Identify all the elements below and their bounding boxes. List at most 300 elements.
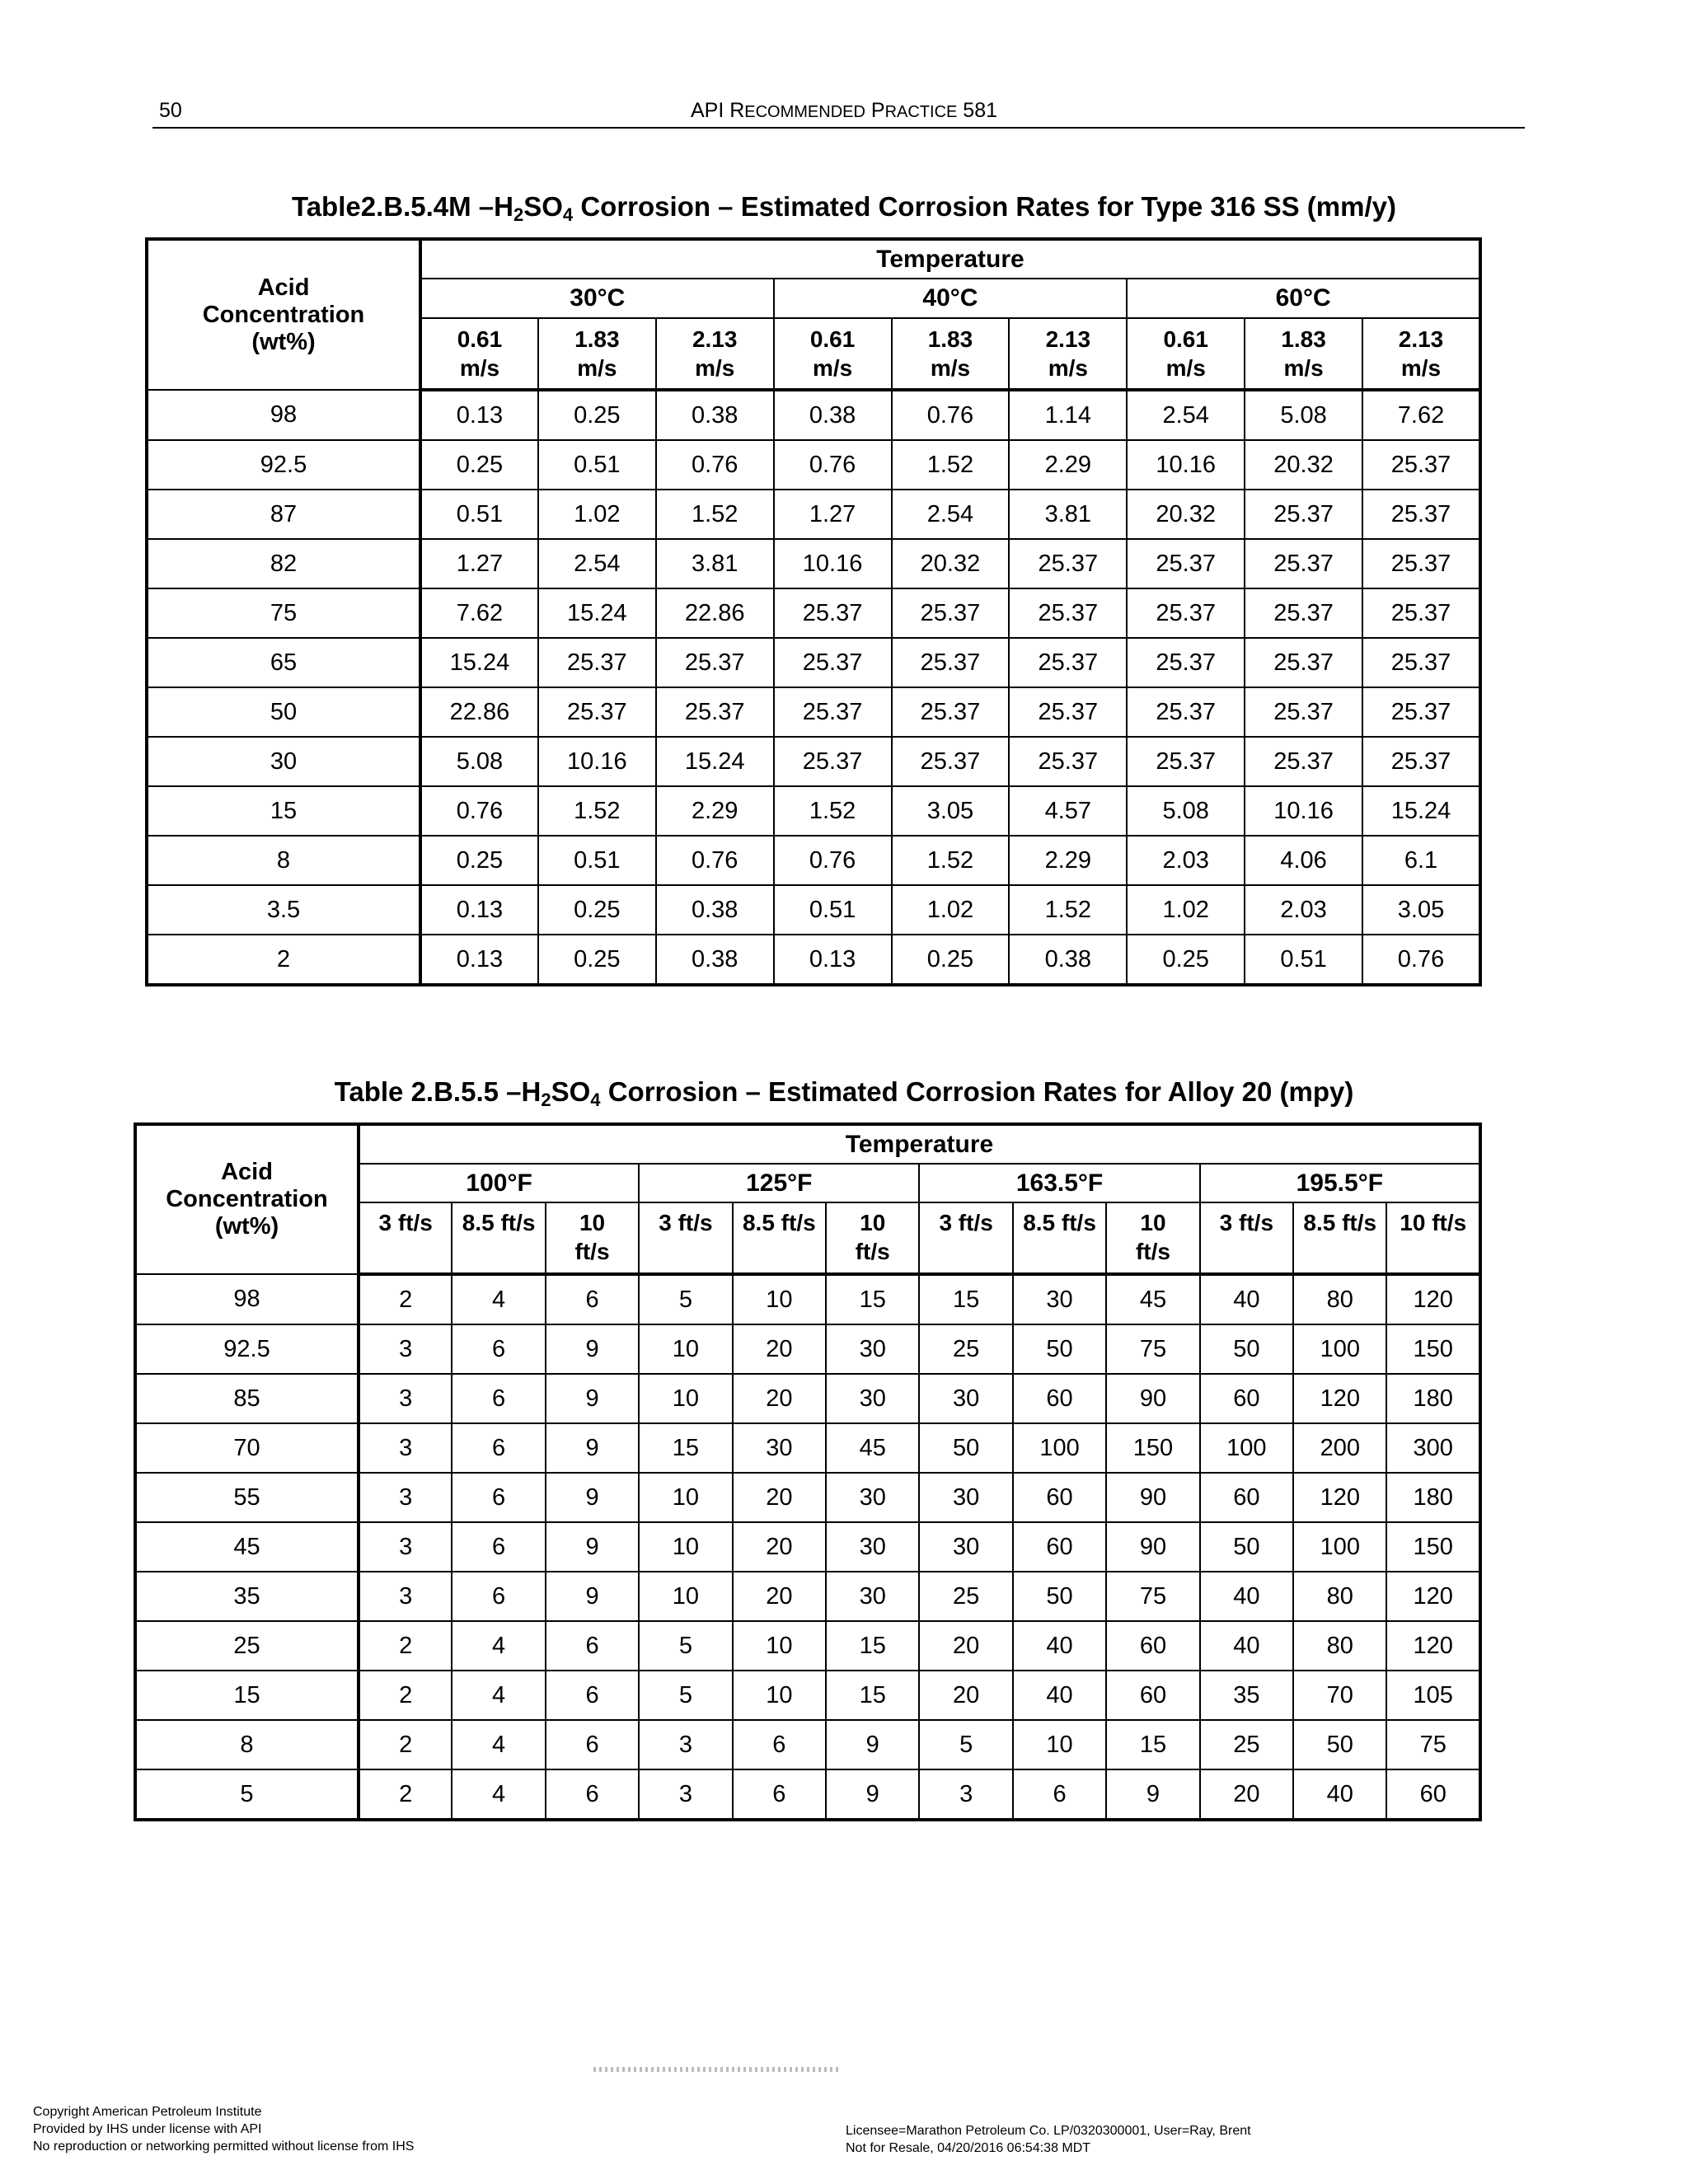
corrosion-rate-cell: 0.25: [420, 440, 538, 490]
table1-corrosion-316ss: [145, 237, 1482, 987]
velocity-value: 0.61: [809, 326, 856, 352]
corrosion-rate-cell: 90: [1106, 1374, 1199, 1423]
acid-concentration-cell: 87: [147, 490, 420, 539]
corrosion-rate-cell: 3.05: [1362, 885, 1480, 935]
corrosion-rate-cell: 20: [919, 1621, 1012, 1671]
corrosion-rate-cell: 0.76: [1362, 935, 1480, 985]
corrosion-rate-cell: 2: [359, 1621, 452, 1671]
corrosion-rate-cell: 200: [1293, 1423, 1386, 1473]
stub-line: Concentration: [166, 1186, 328, 1212]
corrosion-rate-cell: 25.37: [538, 687, 656, 737]
corrosion-rate-cell: 300: [1386, 1423, 1480, 1473]
corrosion-rate-cell: 20: [1200, 1769, 1293, 1820]
corrosion-rate-cell: 0.51: [538, 440, 656, 490]
corrosion-rate-cell: 20: [919, 1671, 1012, 1720]
corrosion-rate-cell: 5: [639, 1621, 732, 1671]
acid-concentration-cell: 75: [147, 588, 420, 638]
acid-concentration-cell: 98: [147, 390, 420, 440]
corrosion-rate-cell: 15.24: [420, 638, 538, 687]
corrosion-rate-cell: 0.25: [538, 885, 656, 935]
corrosion-rate-cell: 0.25: [538, 935, 656, 985]
corrosion-rate-cell: 9: [546, 1572, 639, 1621]
corrosion-rate-cell: 80: [1293, 1274, 1386, 1324]
temperature-group-header: 30°C: [420, 279, 774, 318]
corrosion-rate-cell: 6: [452, 1572, 545, 1621]
corrosion-rate-cell: 50: [1013, 1572, 1106, 1621]
corrosion-rate-cell: 9: [546, 1473, 639, 1522]
velocity-header: [826, 1202, 919, 1274]
table1-caption: [0, 191, 1688, 223]
acid-concentration-cell: 98: [135, 1274, 359, 1324]
corrosion-rate-cell: 1.52: [1009, 885, 1127, 935]
corrosion-rate-cell: 9: [546, 1423, 639, 1473]
corrosion-rate-cell: 20: [733, 1522, 826, 1572]
corrosion-rate-cell: 4: [452, 1621, 545, 1671]
velocity-header: [639, 1202, 732, 1274]
velocity-value: 0.61: [457, 326, 503, 352]
corrosion-rate-cell: 0.13: [420, 935, 538, 985]
corrosion-rate-cell: 25.37: [1009, 588, 1127, 638]
table-row: [135, 1621, 1480, 1671]
velocity-header: [733, 1202, 826, 1274]
velocity-value: 8.5 ft/s: [1303, 1210, 1377, 1235]
running-head: [0, 99, 1688, 123]
corrosion-rate-cell: 10: [639, 1572, 732, 1621]
corrosion-rate-cell: 25.37: [1362, 638, 1480, 687]
acid-concentration-cell: 35: [135, 1572, 359, 1621]
corrosion-rate-cell: 100: [1013, 1423, 1106, 1473]
corrosion-rate-cell: 50: [919, 1423, 1012, 1473]
corrosion-rate-cell: 10: [639, 1522, 732, 1572]
table-row: [135, 1473, 1480, 1522]
corrosion-rate-cell: 20: [733, 1473, 826, 1522]
corrosion-rate-cell: 1.52: [892, 836, 1010, 885]
corrosion-rate-cell: 25.37: [1127, 687, 1245, 737]
caption-text: Table2.B.5.4M –H: [292, 191, 513, 222]
corrosion-rate-cell: 75: [1106, 1324, 1199, 1374]
corrosion-rate-cell: 25.37: [774, 638, 892, 687]
velocity-value: 10: [860, 1210, 886, 1235]
velocity-value: 3 ft/s: [939, 1210, 993, 1235]
velocity-unit: m/s: [1283, 355, 1324, 381]
velocity-value: 2.13: [1398, 326, 1444, 352]
table-row: [135, 1720, 1480, 1769]
acid-concentration-cell: 15: [147, 786, 420, 836]
scan-watermark: [593, 2067, 841, 2072]
corrosion-rate-cell: 0.13: [774, 935, 892, 985]
corrosion-rate-cell: 25.37: [1362, 440, 1480, 490]
corrosion-rate-cell: 0.76: [774, 440, 892, 490]
corrosion-rate-cell: 60: [1013, 1374, 1106, 1423]
corrosion-rate-cell: 25.37: [892, 588, 1010, 638]
corrosion-rate-cell: 0.38: [656, 935, 774, 985]
corrosion-rate-cell: 35: [1200, 1671, 1293, 1720]
footer-copyright: [33, 2103, 414, 2155]
corrosion-rate-cell: 0.13: [420, 885, 538, 935]
corrosion-rate-cell: 30: [826, 1374, 919, 1423]
corrosion-rate-cell: 25.37: [774, 737, 892, 786]
velocity-value: 3 ft/s: [378, 1210, 433, 1235]
corrosion-rate-cell: 25.37: [1127, 737, 1245, 786]
table2-temperature-header: Temperature: [359, 1124, 1480, 1164]
corrosion-rate-cell: 60: [1386, 1769, 1480, 1820]
velocity-value: 8.5 ft/s: [1023, 1210, 1096, 1235]
footer-line: Provided by IHS under license with API: [33, 2122, 262, 2136]
velocity-header: [774, 318, 892, 390]
corrosion-rate-cell: 3: [359, 1324, 452, 1374]
corrosion-rate-cell: 10: [733, 1274, 826, 1324]
corrosion-rate-cell: 75: [1106, 1572, 1199, 1621]
caption-text: Corrosion – Estimated Corrosion Rates for Alloy 20 (mpy): [600, 1076, 1354, 1107]
corrosion-rate-cell: 25.37: [1362, 539, 1480, 588]
corrosion-rate-cell: 6: [452, 1423, 545, 1473]
corrosion-rate-cell: 60: [1106, 1671, 1199, 1720]
corrosion-rate-cell: 40: [1293, 1769, 1386, 1820]
velocity-value: 2.13: [692, 326, 738, 352]
table-row: [147, 885, 1480, 935]
corrosion-rate-cell: 80: [1293, 1572, 1386, 1621]
corrosion-rate-cell: 6: [546, 1274, 639, 1324]
corrosion-rate-cell: 1.52: [538, 786, 656, 836]
caption-text: SO: [551, 1076, 591, 1107]
corrosion-rate-cell: 20: [733, 1374, 826, 1423]
table-row: [135, 1769, 1480, 1820]
corrosion-rate-cell: 9: [1106, 1769, 1199, 1820]
corrosion-rate-cell: 15: [826, 1274, 919, 1324]
corrosion-rate-cell: 6: [452, 1522, 545, 1572]
table-row: [147, 588, 1480, 638]
corrosion-rate-cell: 40: [1013, 1621, 1106, 1671]
corrosion-rate-cell: 15: [1106, 1720, 1199, 1769]
corrosion-rate-cell: 0.51: [420, 490, 538, 539]
velocity-header: [538, 318, 656, 390]
velocity-value: 2.13: [1045, 326, 1091, 352]
corrosion-rate-cell: 25.37: [1362, 687, 1480, 737]
velocity-header: [1009, 318, 1127, 390]
corrosion-rate-cell: 0.38: [1009, 935, 1127, 985]
corrosion-rate-cell: 3: [359, 1522, 452, 1572]
running-head-smallcaps: ECOMMENDED: [744, 103, 865, 121]
corrosion-rate-cell: 25.37: [656, 638, 774, 687]
corrosion-rate-cell: 1.02: [1127, 885, 1245, 935]
corrosion-rate-cell: 2: [359, 1720, 452, 1769]
velocity-header: [656, 318, 774, 390]
corrosion-rate-cell: 5: [639, 1274, 732, 1324]
table-row: [135, 1671, 1480, 1720]
caption-text: Corrosion – Estimated Corrosion Rates for Type 316 SS (mm/y): [573, 191, 1396, 222]
corrosion-rate-cell: 25: [919, 1324, 1012, 1374]
footer-line: Copyright American Petroleum Institute: [33, 2105, 262, 2119]
temperature-group-header: 195.5°F: [1200, 1164, 1480, 1202]
acid-concentration-cell: 82: [147, 539, 420, 588]
temperature-group-header: 163.5°F: [919, 1164, 1199, 1202]
page-number: 50: [159, 99, 182, 122]
stub-line: (wt%): [214, 1213, 279, 1240]
corrosion-rate-cell: 120: [1386, 1274, 1480, 1324]
corrosion-rate-cell: 6: [452, 1324, 545, 1374]
corrosion-rate-cell: 25.37: [538, 638, 656, 687]
velocity-value: 1.83: [574, 326, 620, 352]
corrosion-rate-cell: 50: [1200, 1522, 1293, 1572]
velocity-header: [1293, 1202, 1386, 1274]
table-row: [147, 836, 1480, 885]
corrosion-rate-cell: 0.76: [656, 836, 774, 885]
velocity-unit: ft/s: [1135, 1239, 1170, 1264]
acid-concentration-cell: 2: [147, 935, 420, 985]
corrosion-rate-cell: 3: [639, 1769, 732, 1820]
corrosion-rate-cell: 100: [1293, 1324, 1386, 1374]
corrosion-rate-cell: 3.81: [656, 539, 774, 588]
corrosion-rate-cell: 2: [359, 1671, 452, 1720]
table-row: [135, 1572, 1480, 1621]
corrosion-rate-cell: 3: [359, 1572, 452, 1621]
acid-concentration-cell: 8: [147, 836, 420, 885]
velocity-header: [1386, 1202, 1480, 1274]
acid-concentration-cell: 70: [135, 1423, 359, 1473]
corrosion-rate-cell: 90: [1106, 1522, 1199, 1572]
corrosion-rate-cell: 0.25: [420, 836, 538, 885]
corrosion-rate-cell: 15.24: [1362, 786, 1480, 836]
corrosion-rate-cell: 15.24: [656, 737, 774, 786]
corrosion-rate-cell: 25.37: [1127, 539, 1245, 588]
table-row: [147, 737, 1480, 786]
caption-text: Table 2.B.5.5 –H: [334, 1076, 542, 1107]
corrosion-rate-cell: 0.38: [656, 885, 774, 935]
velocity-header: [1362, 318, 1480, 390]
table-row: [147, 638, 1480, 687]
corrosion-rate-cell: 25.37: [774, 687, 892, 737]
corrosion-rate-cell: 60: [1200, 1473, 1293, 1522]
corrosion-rate-cell: 1.02: [892, 885, 1010, 935]
corrosion-rate-cell: 0.76: [656, 440, 774, 490]
velocity-value: 8.5 ft/s: [462, 1210, 536, 1235]
corrosion-rate-cell: 20.32: [892, 539, 1010, 588]
corrosion-rate-cell: 0.25: [892, 935, 1010, 985]
velocity-value: 10: [1140, 1210, 1166, 1235]
corrosion-rate-cell: 6: [452, 1473, 545, 1522]
corrosion-rate-cell: 25.37: [1245, 737, 1362, 786]
velocity-value: 1.83: [927, 326, 973, 352]
corrosion-rate-cell: 4.57: [1009, 786, 1127, 836]
corrosion-rate-cell: 25.37: [1009, 687, 1127, 737]
acid-concentration-cell: 25: [135, 1621, 359, 1671]
corrosion-rate-cell: 2.03: [1245, 885, 1362, 935]
corrosion-rate-cell: 3: [359, 1423, 452, 1473]
velocity-header: [420, 318, 538, 390]
corrosion-rate-cell: 4: [452, 1671, 545, 1720]
table-row: [147, 687, 1480, 737]
corrosion-rate-cell: 60: [1013, 1473, 1106, 1522]
corrosion-rate-cell: 30: [826, 1473, 919, 1522]
corrosion-rate-cell: 25.37: [892, 638, 1010, 687]
corrosion-rate-cell: 180: [1386, 1374, 1480, 1423]
velocity-unit: ft/s: [855, 1239, 890, 1264]
corrosion-rate-cell: 150: [1106, 1423, 1199, 1473]
corrosion-rate-cell: 60: [1106, 1621, 1199, 1671]
caption-subscript: 4: [562, 204, 574, 225]
corrosion-rate-cell: 30: [826, 1522, 919, 1572]
corrosion-rate-cell: 40: [1200, 1274, 1293, 1324]
corrosion-rate-cell: 10: [639, 1473, 732, 1522]
corrosion-rate-cell: 10.16: [1245, 786, 1362, 836]
corrosion-rate-cell: 4: [452, 1769, 545, 1820]
corrosion-rate-cell: 2.54: [538, 539, 656, 588]
footer-line: No reproduction or networking permitted without license from IHS: [33, 2139, 415, 2154]
corrosion-rate-cell: 4: [452, 1274, 545, 1324]
acid-concentration-cell: 45: [135, 1522, 359, 1572]
corrosion-rate-cell: 25: [919, 1572, 1012, 1621]
corrosion-rate-cell: 5.08: [1245, 390, 1362, 440]
corrosion-rate-cell: 80: [1293, 1621, 1386, 1671]
velocity-header: [1127, 318, 1245, 390]
acid-concentration-cell: 5: [135, 1769, 359, 1820]
corrosion-rate-cell: 0.51: [1245, 935, 1362, 985]
corrosion-rate-cell: 2.29: [1009, 440, 1127, 490]
stub-line: Acid: [221, 1159, 273, 1185]
corrosion-rate-cell: 6: [452, 1374, 545, 1423]
velocity-value: 1.83: [1281, 326, 1326, 352]
corrosion-rate-cell: 1.14: [1009, 390, 1127, 440]
temperature-group-header: 60°C: [1127, 279, 1480, 318]
corrosion-rate-cell: 100: [1200, 1423, 1293, 1473]
corrosion-rate-cell: 3: [359, 1473, 452, 1522]
acid-concentration-cell: 92.5: [135, 1324, 359, 1374]
corrosion-rate-cell: 75: [1386, 1720, 1480, 1769]
velocity-value: 10: [579, 1210, 606, 1235]
corrosion-rate-cell: 15.24: [538, 588, 656, 638]
velocity-unit: m/s: [1048, 355, 1088, 381]
corrosion-rate-cell: 25.37: [1245, 490, 1362, 539]
acid-concentration-cell: 3.5: [147, 885, 420, 935]
corrosion-rate-cell: 3: [639, 1720, 732, 1769]
table-row: [147, 390, 1480, 440]
velocity-header: [359, 1202, 452, 1274]
corrosion-rate-cell: 7.62: [1362, 390, 1480, 440]
corrosion-rate-cell: 22.86: [420, 687, 538, 737]
temperature-group-header: 40°C: [774, 279, 1128, 318]
corrosion-rate-cell: 40: [1200, 1572, 1293, 1621]
caption-text: SO: [523, 191, 563, 222]
corrosion-rate-cell: 10: [733, 1621, 826, 1671]
table-row: [135, 1423, 1480, 1473]
corrosion-rate-cell: 30: [733, 1423, 826, 1473]
corrosion-rate-cell: 100: [1293, 1522, 1386, 1572]
table2-caption: [0, 1076, 1688, 1108]
corrosion-rate-cell: 20: [733, 1572, 826, 1621]
corrosion-rate-cell: 1.52: [774, 786, 892, 836]
velocity-value: 0.61: [1163, 326, 1208, 352]
corrosion-rate-cell: 10: [1013, 1720, 1106, 1769]
corrosion-rate-cell: 2.03: [1127, 836, 1245, 885]
running-head-part: P: [865, 99, 885, 122]
corrosion-rate-cell: 120: [1386, 1572, 1480, 1621]
velocity-unit: m/s: [459, 355, 500, 381]
velocity-header: [1106, 1202, 1199, 1274]
corrosion-rate-cell: 0.51: [774, 885, 892, 935]
acid-concentration-cell: 8: [135, 1720, 359, 1769]
corrosion-rate-cell: 2.54: [892, 490, 1010, 539]
corrosion-rate-cell: 2: [359, 1274, 452, 1324]
velocity-value: 10 ft/s: [1400, 1210, 1467, 1235]
corrosion-rate-cell: 1.02: [538, 490, 656, 539]
corrosion-rate-cell: 25.37: [1009, 737, 1127, 786]
corrosion-rate-cell: 25.37: [1245, 588, 1362, 638]
corrosion-rate-cell: 30: [826, 1324, 919, 1374]
corrosion-rate-cell: 25.37: [892, 687, 1010, 737]
corrosion-rate-cell: 50: [1013, 1324, 1106, 1374]
caption-subscript: 4: [590, 1090, 601, 1110]
corrosion-rate-cell: 6: [1013, 1769, 1106, 1820]
table-row: [135, 1522, 1480, 1572]
corrosion-rate-cell: 1.27: [774, 490, 892, 539]
corrosion-rate-cell: 20.32: [1245, 440, 1362, 490]
stub-line: Concentration: [202, 301, 365, 328]
corrosion-rate-cell: 15: [826, 1671, 919, 1720]
velocity-unit: m/s: [577, 355, 617, 381]
corrosion-rate-cell: 5.08: [1127, 786, 1245, 836]
temperature-group-header: 125°F: [639, 1164, 919, 1202]
corrosion-rate-cell: 0.13: [420, 390, 538, 440]
corrosion-rate-cell: 50: [1200, 1324, 1293, 1374]
acid-concentration-cell: 15: [135, 1671, 359, 1720]
stub-line: Acid: [257, 274, 310, 301]
corrosion-rate-cell: 25.37: [1127, 638, 1245, 687]
velocity-unit: ft/s: [574, 1239, 610, 1264]
corrosion-rate-cell: 105: [1386, 1671, 1480, 1720]
corrosion-rate-cell: 45: [1106, 1274, 1199, 1324]
corrosion-rate-cell: 0.76: [420, 786, 538, 836]
corrosion-rate-cell: 60: [1013, 1522, 1106, 1572]
corrosion-rate-cell: 10.16: [1127, 440, 1245, 490]
velocity-unit: m/s: [1400, 355, 1442, 381]
stub-line: (wt%): [251, 328, 316, 355]
corrosion-rate-cell: 2.54: [1127, 390, 1245, 440]
corrosion-rate-cell: 6: [546, 1621, 639, 1671]
velocity-unit: m/s: [1165, 355, 1206, 381]
acid-concentration-cell: 30: [147, 737, 420, 786]
velocity-header: [1200, 1202, 1293, 1274]
corrosion-rate-cell: 10: [639, 1324, 732, 1374]
corrosion-rate-cell: 5: [919, 1720, 1012, 1769]
corrosion-rate-cell: 25.37: [1362, 588, 1480, 638]
corrosion-rate-cell: 25.37: [1009, 638, 1127, 687]
corrosion-rate-cell: 30: [1013, 1274, 1106, 1324]
corrosion-rate-cell: 10.16: [538, 737, 656, 786]
corrosion-rate-cell: 5.08: [420, 737, 538, 786]
corrosion-rate-cell: 6: [546, 1720, 639, 1769]
corrosion-rate-cell: 45: [826, 1423, 919, 1473]
velocity-unit: m/s: [930, 355, 971, 381]
table-row: [147, 490, 1480, 539]
header-rule: [152, 127, 1525, 129]
acid-concentration-cell: 85: [135, 1374, 359, 1423]
corrosion-rate-cell: 10.16: [774, 539, 892, 588]
acid-concentration-cell: 65: [147, 638, 420, 687]
running-head-smallcaps: RACTICE: [884, 103, 958, 121]
velocity-value: 3 ft/s: [659, 1210, 713, 1235]
corrosion-rate-cell: 1.52: [892, 440, 1010, 490]
corrosion-rate-cell: 120: [1293, 1374, 1386, 1423]
caption-subscript: 2: [513, 204, 524, 225]
table-row: [147, 935, 1480, 985]
corrosion-rate-cell: 20: [733, 1324, 826, 1374]
footer-license: [846, 2122, 1251, 2157]
table-row: [147, 440, 1480, 490]
corrosion-rate-cell: 40: [1200, 1621, 1293, 1671]
corrosion-rate-cell: 2.29: [1009, 836, 1127, 885]
velocity-header: [892, 318, 1010, 390]
corrosion-rate-cell: 6: [546, 1769, 639, 1820]
